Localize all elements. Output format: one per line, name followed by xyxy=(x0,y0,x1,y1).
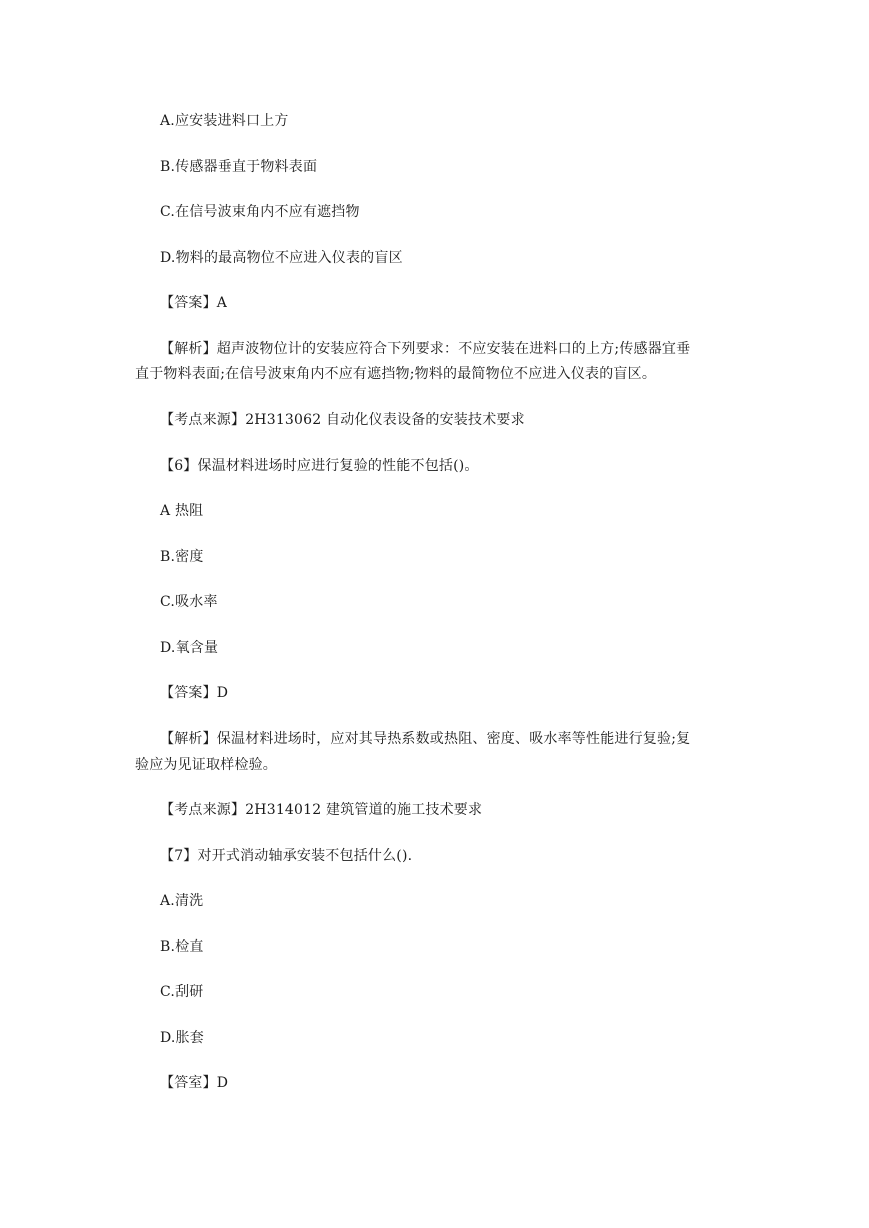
q6-answer: 【答案】D xyxy=(160,685,229,701)
q6-option-a: A 热阻 xyxy=(160,503,204,519)
q6-option-d: D.氧含量 xyxy=(160,640,219,656)
q6-option-b: B.密度 xyxy=(160,549,204,565)
q6-analysis-line-1: 【解析】保温材料进场时，应对其导热系数或热阻、密度、吸水率等性能进行复验;复 xyxy=(160,731,691,747)
q7-question: 【7】对开式消动轴承安装不包括什么(). xyxy=(160,848,413,864)
q5-analysis-line-2: 直于物料表面;在信号波束角内不应有遮挡物;物料的最简物位不应进入仪表的盲区。 xyxy=(135,366,657,382)
q5-answer: 【答案】A xyxy=(160,295,228,311)
q7-option-d: D.胀套 xyxy=(160,1030,204,1046)
q6-source: 【考点来源】2H314012 建筑管道的施工技术要求 xyxy=(160,802,483,818)
q6-question: 【6】保温材料进场时应进行复验的性能不包括()。 xyxy=(160,458,479,474)
q7-option-a: A.清洗 xyxy=(160,893,204,909)
q5-analysis-line-1: 【解析】超声波物位计的安装应符合下列要求：不应安装在进料口的上方;传感器宜垂 xyxy=(160,341,691,357)
q6-option-c: C.吸水率 xyxy=(160,594,218,610)
q7-option-c: C.刮研 xyxy=(160,984,204,1000)
q7-option-b: B.检直 xyxy=(160,939,204,955)
q5-option-d: D.物料的最高物位不应进入仪表的盲区 xyxy=(160,250,403,266)
q7-answer: 【答室】D xyxy=(160,1075,229,1091)
q5-option-b: B.传感器垂直于物料表面 xyxy=(160,159,318,175)
q5-source: 【考点来源】2H313062 自动化仪表设备的安装技术要求 xyxy=(160,412,525,428)
q5-option-c: C.在信号波束角内不应有遮挡物 xyxy=(160,204,360,220)
q6-analysis-line-2: 验应为见证取样检验。 xyxy=(135,757,277,773)
q5-option-a: A.应安装进料口上方 xyxy=(160,113,289,129)
